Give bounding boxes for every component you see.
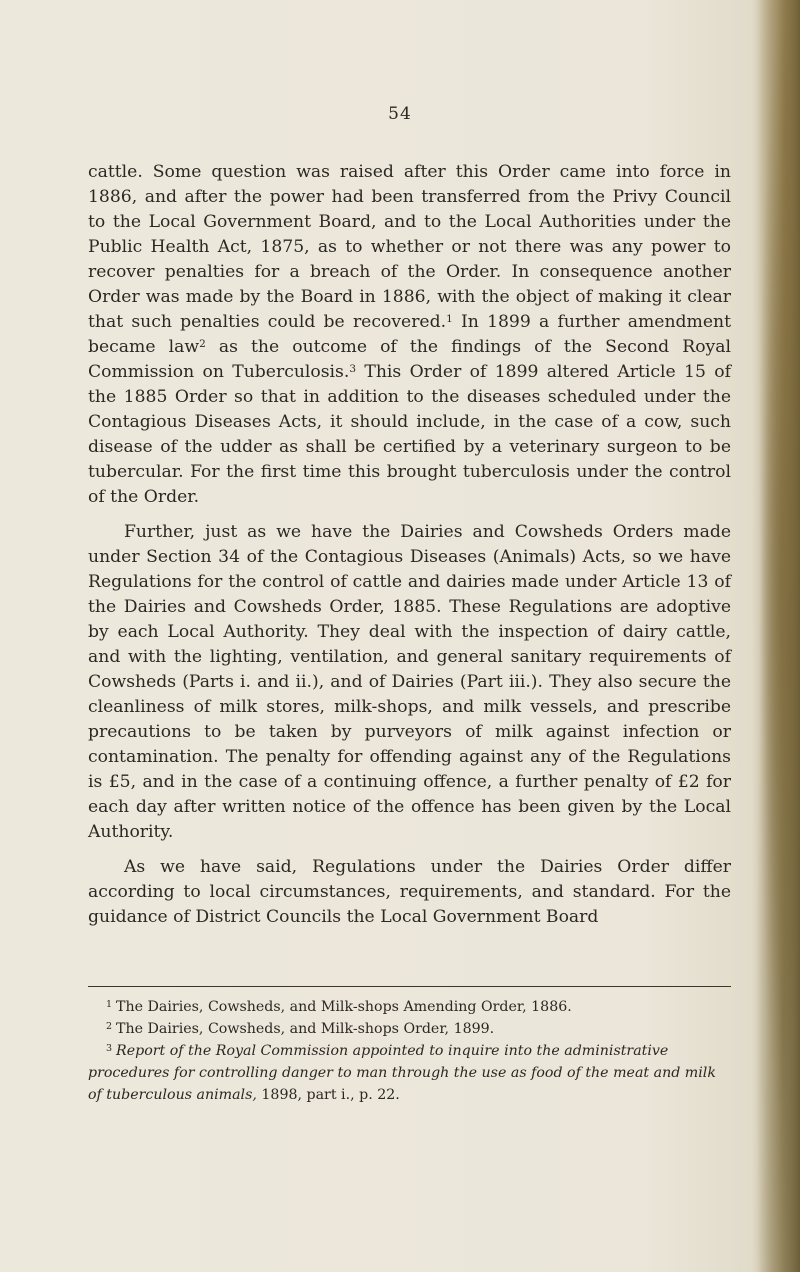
footnote: $^2$ The Dairies, Cowsheds, and Milk-shops Order, 1899.: [106, 1021, 495, 1037]
binding-edge: [752, 0, 800, 1272]
footnotes: [88, 996, 731, 1106]
paragraph: As we have said, Regulations under the Dairies Order differ according to local circumstances, requirements, and standard. For the guidance of District Councils the Local Government Board: [88, 857, 731, 927]
footnote-divider: [88, 986, 731, 987]
footnote-ref: 3: [349, 363, 357, 375]
page-number: 54: [388, 104, 412, 124]
footnote: $^3$ Report of the Royal Commission appointed to inquire into the administrative procedures for controlling danger to man through the use as food of the meat and milk of tuberculous animals, 1898, part i., p. 22.: [88, 1043, 716, 1103]
footnote-ref: 1: [446, 313, 453, 325]
body-text: [88, 160, 731, 930]
paragraph: Further, just as we have the Dairies and Cowsheds Orders made under Section 34 of the Contagious Diseases (Animals) Acts, so we have Regulations for the control of cattle and dairies made under Article 13 of the Dairies and Cowsheds Order, 1885. These Regulations are adoptive by each Local Authority. They deal with the inspection of dairy cattle, and with the lighting, ventilation, and general sanitary requirements of Cowsheds (Parts i. and ii.), and of Dairies (Part iii.). They also secure the cleanliness of milk stores, milk-shops, and milk vessels, and prescribe precautions to be taken by purveyors of milk against infection or contamination. The penalty for offending against any of the Regulations is £5, and in the case of a continuing offence, a further penalty of £2 for each day after written notice of the offence has been given by the Local Authority.: [88, 522, 731, 842]
footnote-ref: 2: [199, 338, 206, 350]
footnote: $^1$ The Dairies, Cowsheds, and Milk-shops Amending Order, 1886.: [106, 999, 572, 1015]
paragraph: cattle. Some question was raised after this Order came into force in 1886, and after the power had been transferred from the Privy Council to the Local Government Board, and to the Local Authorities under the Public Health Act, 1875, as to whether or not there was any power to recover penalties for a breach of the Order. In consequence another Order was made by the Board in 1886, with the object of making it clear that such penalties could be recovered.$^1$ In 1899 a further amendment became law$^2$ as the outcome of the findings of the Second Royal Commission on Tuberculosis.$^3$ This Order of 1899 altered Article 15 of the 1885 Order so that in addition to the diseases scheduled under the Contagious Diseases Acts, it should include, in the case of a cow, such disease of the udder as shall be certified by a veterinary surgeon to be tubercular. For the first time this brought tuberculosis under the control of the Order.: [88, 162, 731, 507]
